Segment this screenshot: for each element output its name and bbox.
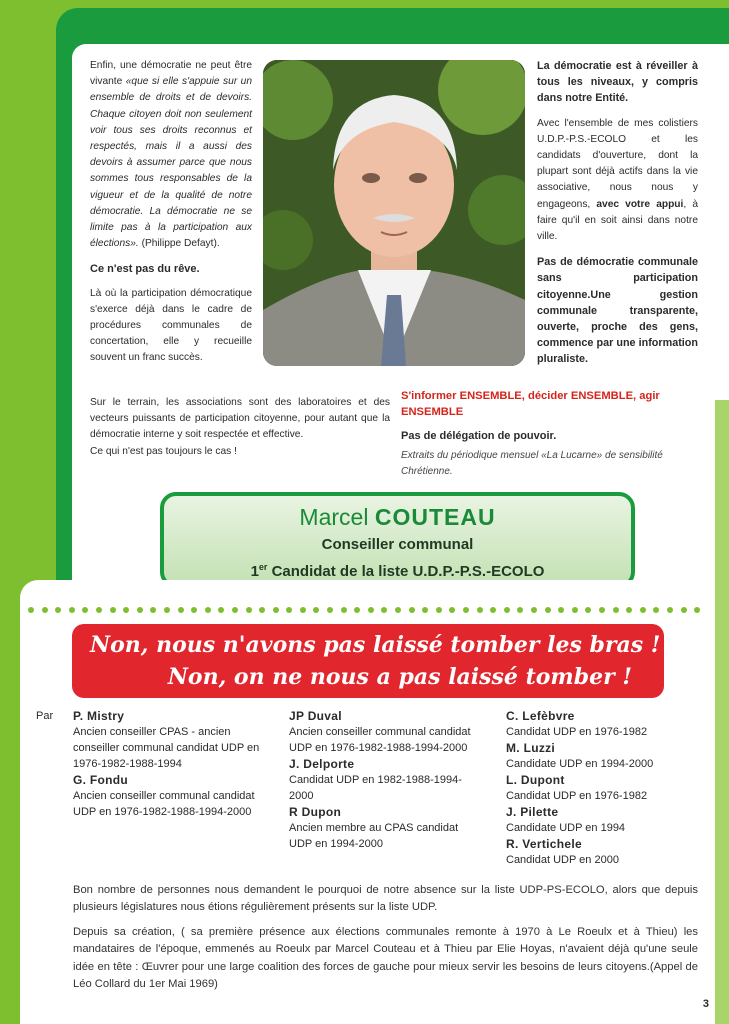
signatory-name: J. Pilette [506, 805, 559, 819]
divider-dot [477, 607, 483, 613]
divider-dot [667, 607, 673, 613]
signatory-description: Candidat UDP en 2000 [506, 854, 619, 866]
signatory-name: G. Fondu [73, 773, 129, 787]
section-heading: Ce n'est pas du rêve. [90, 263, 200, 276]
divider-dot [531, 607, 537, 613]
divider-dot [246, 607, 252, 613]
right-green-border [715, 400, 729, 1024]
signatory-description: Candidate UDP en 1994 [506, 822, 626, 834]
signatory-name: M. Luzzi [506, 741, 556, 755]
signatory-description: Ancien conseiller CPAS - ancien conseiller communal candidat UDP en 1976-1982-1988-1994 [73, 726, 260, 770]
candidate-rank [164, 558, 631, 581]
divider-dot [409, 607, 415, 613]
associations-paragraph [90, 395, 390, 460]
rank-text: Candidat de la liste U.D.P.-P.S.-ECOLO [267, 563, 545, 580]
history-paragraph: Depuis sa création, ( sa première présence aux élections communales remonte à 1970 à Le Roeulx et à Thieu) les mandataires de l'époque, emmenés au Roeulx par Marcel Couteau et à Thieu par Elie Hoyas, n'avaient déjà qu'une seule idée en tête : Œuvrer pour une large coalition des forces de gauche pour mieux servir les besoins de leurs citoyens.(Appel de Léo Collard du 1er Mai 1969) [73, 926, 698, 990]
signatories-column-2 [289, 708, 474, 852]
signatory-description: Ancien membre au CPAS candidat UDP en 1994-2000 [289, 822, 459, 850]
signatory-name: JP Duval [289, 709, 342, 723]
participation-paragraph: Là où la participation démocratique s'exerce déjà dans le cadre de procédures communales de concertation, elle y recueille souvent un franc succès. [90, 287, 252, 364]
candidate-role: Conseiller communal [321, 536, 474, 553]
signatory-name: J. Delporte [289, 757, 355, 771]
associations-text: Sur le terrain, les associations sont des laboratoires et des vecteurs puissants de participation citoyenne, pour autant que la démocratie interne y soit respectée et effective. [90, 397, 390, 441]
divider-dot [273, 607, 279, 613]
signatory-description: Ancien conseiller communal candidat UDP en 1976-1982-1988-1994-2000 [289, 726, 471, 754]
rank-suffix: er [258, 562, 268, 572]
rank-number: 1 [250, 563, 259, 580]
signatory-name: R Dupon [289, 805, 342, 819]
divider-dot [640, 607, 646, 613]
page-number: 3 [702, 998, 709, 1010]
divider-dot [395, 607, 401, 613]
democracy-heading: La démocratie est à réveiller à tous les niveaux, y compris dans notre Entité. [537, 60, 698, 105]
candidate-name [164, 504, 631, 531]
divider-dot [300, 607, 306, 613]
slogan-banner [72, 624, 664, 698]
divider-dot [545, 607, 551, 613]
intro-text: Enfin, une démocratie ne peut être vivante [90, 60, 252, 88]
signatory-description: Candidate UDP en 1994-2000 [506, 758, 654, 770]
commitment-text: Avec l'ensemble de mes colistiers U.D.P.-P.S.-ECOLO et les candidats d'ouverture, dont la plupart sont déjà actifs dans la vie associative, nous nous y engageons, [537, 117, 698, 210]
signatories-column-3 [506, 708, 696, 868]
left-column [90, 58, 252, 367]
portrait-image [263, 60, 525, 366]
signatory-name: P. Mistry [73, 709, 125, 723]
divider-dot [110, 607, 116, 613]
red-slogan: S'informer ENSEMBLE, décider ENSEMBLE, agir ENSEMBLE [401, 390, 660, 418]
commitment-end: , à faire qu'il en soit ainsi dans notre ville. [537, 198, 698, 243]
closing-text: Ce qui n'est pas toujours le cas ! [90, 445, 237, 457]
signatory-description: Ancien conseiller communal candidat UDP en 1976-1982-1988-1994-2000 [73, 790, 255, 818]
divider-dot [572, 607, 578, 613]
divider-dot [164, 607, 170, 613]
divider-dot [137, 607, 143, 613]
signatory-description: Candidat UDP en 1976-1982 [506, 790, 648, 802]
candidate-photo [263, 60, 525, 366]
banner-line-2: Non, on ne nous a pas laissé tomber ! [167, 664, 632, 690]
divider-dot [368, 607, 374, 613]
signatory-description: Candidat UDP en 1976-1982 [506, 726, 648, 738]
candidate-last-name: COUTEAU [374, 504, 496, 530]
absence-paragraph: Bon nombre de personnes nous demandent le pourquoi de notre absence sur la liste UDP-PS-ECOLO, alors que depuis plusieurs législatures nous étions régulièrement présents sur la liste UDP. [73, 884, 698, 914]
right-column [537, 58, 698, 377]
signatory-name: L. Dupont [506, 773, 565, 787]
dotted-divider [28, 600, 708, 610]
signatory-description: Candidat UDP en 1982-1988-1994-2000 [289, 774, 462, 802]
participation-heading: Pas de démocratie communale sans participation citoyenne.Une gestion communale transparente, ouverte, proche des gens, commence par une information pluraliste. [537, 256, 698, 366]
source-note: Extraits du périodique mensuel «La Lucarne» de sensibilité Chrétienne. [401, 450, 663, 477]
signatories-label: Par [36, 710, 54, 722]
signatories-column-1 [73, 708, 273, 820]
divider-dot [599, 607, 605, 613]
divider-dot [232, 607, 238, 613]
quote-text: «que si elle s'appuie sur un ensemble de droits et de devoirs. Chaque citoyen doit non seulement voir tous ses droits reconnus et respectés, mais il a aussi des devoirs à assumer parce que nous sommes tous responsables de la vigueur et de la qualité de notre démocratie. La démocratie ne se limite pas à la participation aux élections». [90, 76, 252, 250]
divider-dot [341, 607, 347, 613]
signatory-name: R. Vertichele [506, 837, 582, 851]
quote-attribution: (Philippe Defayt). [141, 238, 220, 250]
commitment-paragraph [537, 116, 698, 246]
divider-dot [28, 607, 34, 613]
candidate-first-name: Marcel [299, 504, 369, 530]
delegation-heading: Pas de délégation de pouvoir. [401, 430, 557, 442]
divider-dot [69, 607, 75, 613]
banner-line-1: Non, nous n'avons pas laissé tomber les bras ! [90, 632, 661, 658]
divider-dot [436, 607, 442, 613]
divider-dot [205, 607, 211, 613]
divider-dot [681, 607, 687, 613]
divider-dot [504, 607, 510, 613]
commitment-bold: avec votre appui [596, 198, 684, 210]
divider-dot [463, 607, 469, 613]
signatory-name: C. Lefèbvre [506, 709, 575, 723]
candidate-name-box [160, 492, 635, 588]
divider-dot [613, 607, 619, 613]
divider-dot [178, 607, 184, 613]
divider-dot [42, 607, 48, 613]
divider-dot [96, 607, 102, 613]
